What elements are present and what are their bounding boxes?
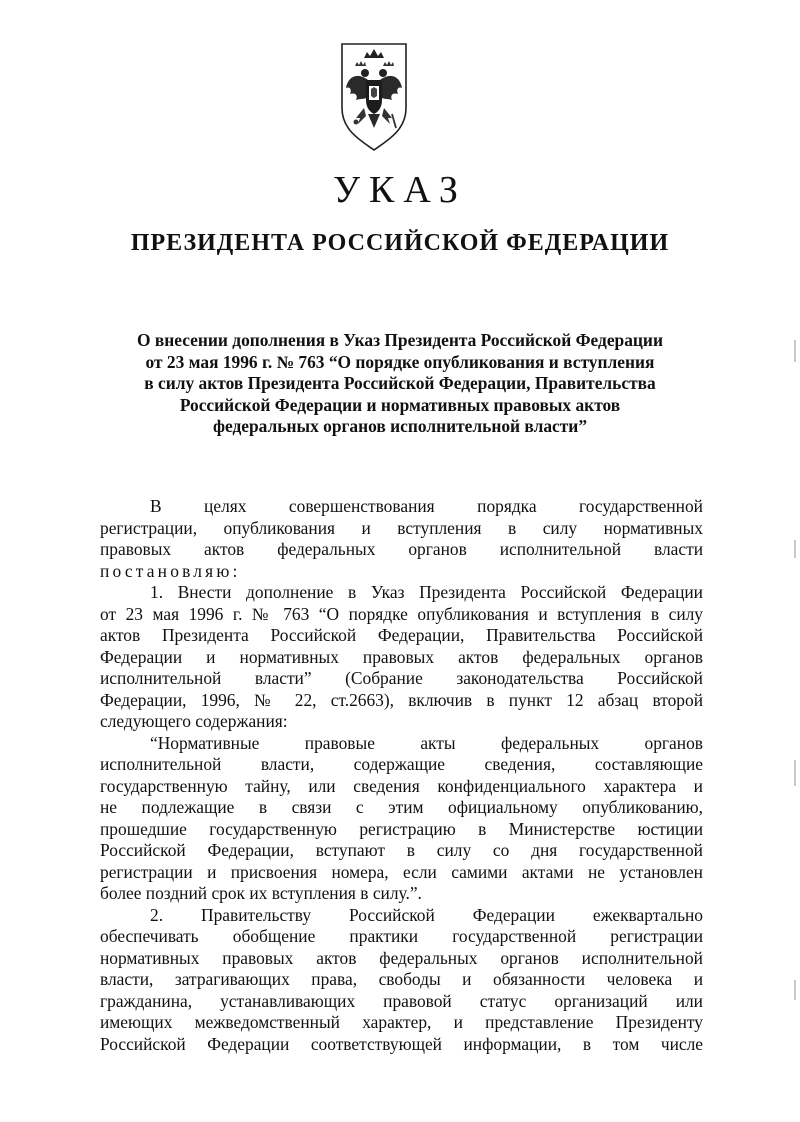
body-line: имеющих межведомственный характер, и представление Президенту bbox=[100, 1012, 703, 1032]
body-line: постановляю: bbox=[100, 560, 241, 581]
body-line: нормативных правовых актов федеральных органов исполнительной bbox=[100, 947, 703, 968]
scan-edge-mark bbox=[794, 340, 796, 362]
body-line: исполнительной власти, содержащие сведения, составляющие bbox=[100, 754, 703, 774]
body-line: Российской Федерации соответствующей информации, в том числе bbox=[100, 1033, 703, 1054]
body-line: более поздний срок их вступления в силу.”. bbox=[100, 883, 422, 903]
decree-subtitle: ПРЕЗИДЕНТА РОССИЙСКОЙ ФЕДЕРАЦИИ bbox=[130, 230, 670, 256]
document-title bbox=[100, 330, 700, 438]
body-line: регистрации, опубликования и вступления в силу нормативных bbox=[100, 517, 703, 538]
russian-coat-of-arms-icon bbox=[338, 42, 410, 152]
scan-edge-mark bbox=[794, 540, 796, 558]
body-line: прошедшие государственную регистрацию в Министерстве юстиции bbox=[100, 818, 703, 839]
body-line: 2. Правительству Российской Федерации ежеквартально bbox=[150, 904, 703, 925]
body-line: обеспечивать обобщение практики государственной регистрации bbox=[100, 926, 703, 946]
title-line: от 23 мая 1996 г. № 763 “О порядке опубликования и вступления bbox=[145, 351, 655, 372]
body-line: Федерации, 1996, № 22, ст.2663), включив в пункт 12 абзац второй bbox=[100, 689, 703, 710]
body-line: не подлежащие в связи с этим официальному опубликованию, bbox=[100, 797, 703, 817]
document-body bbox=[100, 496, 703, 1055]
body-line: Федерации и нормативных правовых актов федеральных органов bbox=[100, 646, 703, 667]
body-line: “Нормативные правовые акты федеральных органов bbox=[150, 732, 703, 753]
body-line: регистрации и присвоения номера, если самими актами не установлен bbox=[100, 861, 703, 882]
body-line: власти, затрагивающих права, свободы и обязанности человека и bbox=[100, 969, 703, 989]
decree-heading: УКАЗ bbox=[333, 169, 467, 211]
body-line: актов Президента Российской Федерации, Правительства Российской bbox=[100, 625, 703, 645]
body-line: Российской Федерации, вступают в силу со дня государственной bbox=[100, 840, 703, 860]
body-line: гражданина, устанавливающих правовой статус организаций или bbox=[100, 990, 703, 1011]
scan-edge-mark bbox=[794, 980, 796, 1000]
title-line: в силу актов Президента Российской Федерации, Правительства bbox=[144, 373, 656, 393]
title-line: федеральных органов исполнительной власти” bbox=[212, 416, 588, 436]
body-line: от 23 мая 1996 г. № 763 “О порядке опубликования и вступления в силу bbox=[100, 603, 703, 624]
scan-edge-mark bbox=[794, 760, 796, 786]
body-line: 1. Внести дополнение в Указ Президента Российской Федерации bbox=[150, 582, 703, 602]
body-line: государственную тайну, или сведения конфиденциального характера и bbox=[100, 775, 703, 796]
body-line: В целях совершенствования порядка государственной bbox=[150, 496, 703, 516]
title-line: О внесении дополнения в Указ Президента Российской Федерации bbox=[137, 330, 663, 350]
title-line: Российской Федерации и нормативных правовых актов bbox=[179, 394, 621, 415]
body-line: следующего содержания: bbox=[100, 711, 288, 731]
body-line: исполнительной власти” (Собрание законодательства Российской bbox=[100, 668, 703, 688]
body-line: правовых актов федеральных органов исполнительной власти bbox=[100, 539, 703, 559]
